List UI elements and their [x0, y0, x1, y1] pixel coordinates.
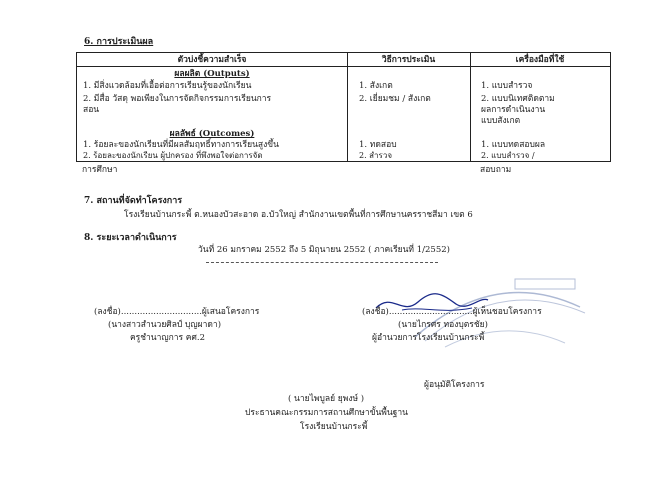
- output-2-tool-line2: ผลการดำเนินงาน: [481, 105, 546, 115]
- output-1-method: 1. สังเกต: [359, 81, 393, 91]
- table-header-method: วิธีการประเมิน: [381, 55, 436, 65]
- section-7-text: โรงเรียนบ้านกระพี้ ต.หนองบัวสะอาด อ.บัวใหญ่ สำนักงานเขตพื้นที่การศึกษานครราชสีมา เขต 6: [124, 210, 473, 220]
- outcomes-title: ผลลัพธ์ (Outcomes): [169, 129, 255, 139]
- output-1-indicator: 1. มีสิ่งแวดล้อมที่เอื้อต่อการเรียนรู้ของนักเรียน: [83, 81, 252, 91]
- output-2-tool-line3: แบบสังเกต: [481, 116, 521, 126]
- outcome-2-method: 2. สำรวจ: [359, 151, 393, 160]
- section-6-title: 6. การประเมินผล: [84, 37, 154, 47]
- right-signer-name: (นายไกรศร ทองบุตรชัย): [398, 320, 488, 330]
- approver-role: ผู้อนุมัติโครงการ: [424, 380, 485, 390]
- approver-position-2: โรงเรียนบ้านกระพี้: [300, 422, 368, 432]
- evaluation-table: [76, 52, 611, 162]
- approver-position-1: ประธานคณะกรรมการสถานศึกษาขั้นพื้นฐาน: [245, 408, 408, 418]
- right-sign-line: (ลงชื่อ)...............................ผู้เห็นชอบโครงการ: [362, 307, 542, 317]
- right-signer-position: ผู้อำนวยการโรงเรียนบ้านกระพี้: [372, 333, 485, 343]
- section-7-title: 7. สถานที่จัดทำโครงการ: [84, 196, 183, 206]
- output-2-tool-line1: 2. แบบนิเทศติดตาม: [481, 94, 555, 104]
- table-header-indicator: ตัวบ่งชี้ความสำเร็จ: [177, 55, 247, 65]
- table-header-tool: เครื่องมือที่ใช้: [515, 55, 565, 65]
- outcome-2-tool-line2: สอบถาม: [480, 165, 512, 175]
- section-8-divider: [206, 262, 438, 263]
- left-sign-line: (ลงชื่อ)..............................ผู้เสนอโครงการ: [94, 307, 260, 317]
- outputs-title: ผลผลิต (Outputs): [174, 69, 250, 79]
- output-2-indicator-line2: สอน: [83, 105, 100, 115]
- left-signer-name: (นางสาวสำนวยศิลป์ บุญผาดา): [108, 320, 222, 330]
- section-8-title: 8. ระยะเวลาดำเนินการ: [84, 233, 177, 243]
- outcome-1-tool: 1. แบบทดสอบผล: [481, 140, 546, 150]
- outcome-2-indicator-line1: 2. ร้อยละของนักเรียน ผู้ปกครอง ที่พึงพอใจต่อการจัด: [83, 151, 263, 160]
- outcome-1-indicator: 1. ร้อยละของนักเรียนที่มีผลสัมฤทธิ์ทางการเรียนสูงขึ้น: [83, 140, 279, 150]
- output-2-indicator-line1: 2. มีสื่อ วัสดุ พอเพียงในการจัดกิจกรรมการเรียนการ: [83, 94, 272, 104]
- outcome-2-indicator-line2: การศึกษา: [82, 165, 118, 175]
- outcome-2-tool-line1: 2. แบบสำรวจ /: [481, 151, 535, 160]
- output-2-method: 2. เยี่ยมชม / สังเกต: [359, 94, 431, 104]
- output-1-tool: 1. แบบสำรวจ: [481, 81, 533, 91]
- left-signer-position: ครูชำนาญการ คศ.2: [130, 333, 205, 343]
- approver-name: ( นายไพบูลย์ ยุพงษ์ ): [288, 394, 365, 404]
- outcome-1-method: 1. ทดสอบ: [359, 140, 397, 150]
- section-8-text: วันที่ 26 มกราคม 2552 ถึง 5 มิถุนายน 2552 ( ภาคเรียนที่ 1/2552): [198, 245, 450, 255]
